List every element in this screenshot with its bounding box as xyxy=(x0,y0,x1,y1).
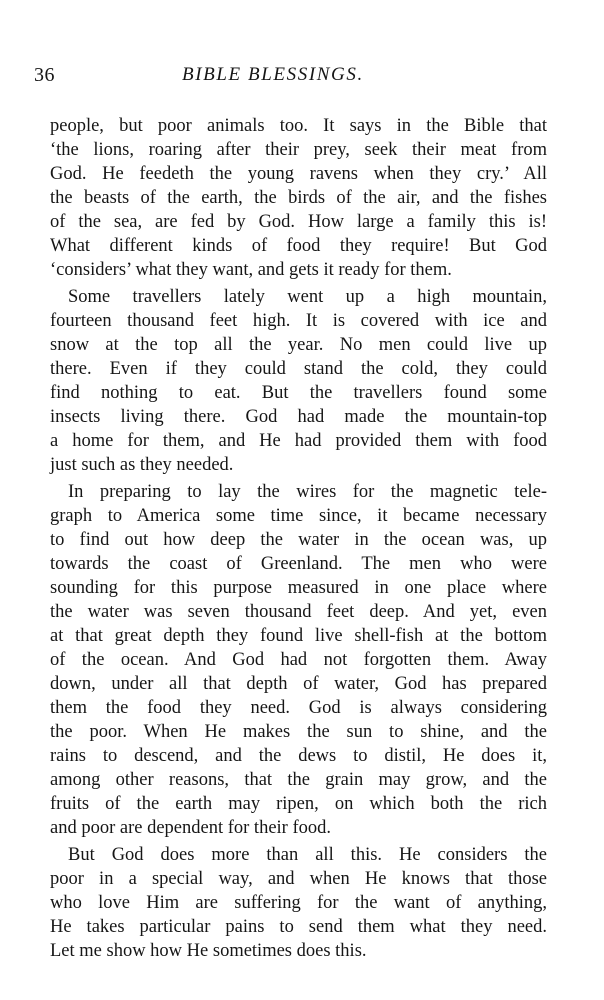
text-line: people, but poor animals too. It says in the Bible that xyxy=(50,116,547,136)
text-line: of the ocean. And God had not forgotten them. Away xyxy=(50,650,547,670)
text-line: sounding for this purpose measured in one place where xyxy=(50,578,547,598)
text-line: In preparing to lay the wires for the magnetic tele- xyxy=(68,482,547,502)
text-line: them the food they need. God is always considering xyxy=(50,698,547,718)
body-text xyxy=(50,114,547,963)
text-line: fourteen thousand feet high. It is covered with ice and xyxy=(50,311,547,331)
text-line: poor in a special way, and when He knows that those xyxy=(50,869,547,889)
text-line: there. Even if they could stand the cold, they could xyxy=(50,359,547,379)
text-line: who love Him are suffering for the want of anything, xyxy=(50,893,547,913)
text-line: But God does more than all this. He considers the xyxy=(68,845,547,865)
text-line: insects living there. God had made the mountain-top xyxy=(50,407,547,427)
text-line: God. He feedeth the young ravens when they cry.’ All xyxy=(50,164,547,184)
text-line: rains to descend, and the dews to distil, He does it, xyxy=(50,746,547,766)
text-line: He takes particular pains to send them what they need. xyxy=(50,917,547,937)
text-line: at that great depth they found live shell-fish at the bottom xyxy=(50,626,547,646)
text-line: graph to America some time since, it became necessary xyxy=(50,506,547,526)
paragraph xyxy=(50,843,547,963)
paragraph xyxy=(50,480,547,840)
text-line: to find out how deep the water in the ocean was, up xyxy=(50,530,547,550)
text-line: Let me show how He sometimes does this. xyxy=(50,941,367,961)
text-line: of the sea, are fed by God. How large a family this is! xyxy=(50,212,547,232)
page-header xyxy=(34,64,542,92)
text-line: fruits of the earth may ripen, on which both the rich xyxy=(50,794,547,814)
text-line: the beasts of the earth, the birds of the air, and the fishes xyxy=(50,188,547,208)
text-line: ‘the lions, roaring after their prey, seek their meat from xyxy=(50,140,547,160)
page-number: 36 xyxy=(34,64,55,86)
text-line: just such as they needed. xyxy=(50,455,234,475)
paragraph xyxy=(50,285,547,477)
text-line: a home for them, and He had provided them with food xyxy=(50,431,547,451)
text-line: down, under all that depth of water, God has prepared xyxy=(50,674,547,694)
text-line: find nothing to eat. But the travellers found some xyxy=(50,383,547,403)
text-line: the water was seven thousand feet deep. And yet, even xyxy=(50,602,547,622)
paragraph xyxy=(50,114,547,282)
text-line: the poor. When He makes the sun to shine, and the xyxy=(50,722,547,742)
text-line: and poor are dependent for their food. xyxy=(50,818,331,838)
text-line: ‘considers’ what they want, and gets it ready for them. xyxy=(50,260,452,280)
running-head: BIBLE BLESSINGS. xyxy=(182,64,364,85)
text-line: among other reasons, that the grain may grow, and the xyxy=(50,770,547,790)
text-line: What different kinds of food they require! But God xyxy=(50,236,547,256)
text-line: snow at the top all the year. No men could live up xyxy=(50,335,547,355)
text-line: Some travellers lately went up a high mountain, xyxy=(68,287,547,307)
text-line: towards the coast of Greenland. The men who were xyxy=(50,554,547,574)
